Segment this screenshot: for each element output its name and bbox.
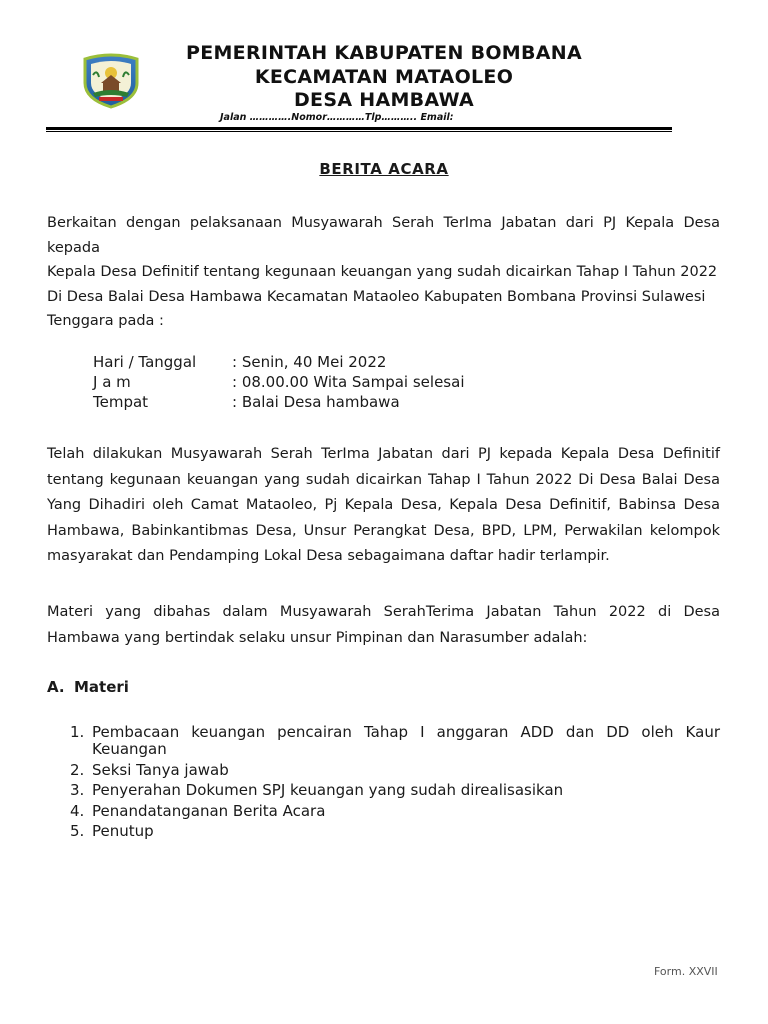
detail-value: : Balai Desa hambawa	[232, 393, 400, 411]
intro-line: Kepala Desa Definitif tentang kegunaan keuangan yang sudah dicairkan Tahap I Tahun 2022	[47, 264, 718, 280]
list-item	[70, 782, 720, 799]
intro-line: Di Desa Balai Desa Hambawa Kecamatan Mataoleo Kabupaten Bombana Provinsi Sulawesi	[47, 288, 706, 305]
detail-row-place	[93, 392, 400, 412]
section-number: A.	[47, 678, 65, 696]
detail-label: Hari / Tanggal	[93, 353, 197, 371]
letterhead-village: DESA HAMBAWA	[293, 89, 474, 111]
list-item	[70, 724, 720, 758]
intro-line: Berkaitan dengan pelaksanaan Musyawarah Serah TerIma Jabatan dari PJ Kepala Desa kepada	[47, 215, 720, 256]
section-heading-materi	[47, 678, 129, 696]
detail-label: J a m	[93, 373, 131, 391]
letterhead-divider-thin	[46, 131, 672, 132]
list-number: 2.	[70, 760, 85, 779]
materi-list	[70, 724, 720, 844]
document-title: BERITA ACARA	[319, 160, 449, 178]
list-text: Penyerahan Dokumen SPJ keuangan yang sudah direalisasikan	[92, 781, 564, 799]
list-item	[70, 762, 720, 779]
list-item	[70, 823, 720, 840]
list-text: Penandatanganan Berita Acara	[92, 801, 326, 820]
list-item	[70, 803, 720, 820]
letterhead-government: PEMERINTAH KABUPATEN BOMBANA	[185, 42, 583, 64]
letterhead-address: Jalan ………….Nomor…………Tlp……….. Email:	[220, 112, 454, 123]
body-paragraph: Telah dilakukan Musyawarah Serah TerIma Jabatan dari PJ kepada Kepala Desa Definitif tentang kegunaan keuangan yang sudah dicairkan Tahap I Tahun 2022 Di Desa Balai Desa Yang Dihadiri oleh Camat Mataoleo, Pj Kepala Desa, Kepala Desa Definitif, Babinsa Desa Hambawa, Babinkantibmas Desa, Unsur Perangkat Desa, BPD, LPM, Perwakilan kelompok masyarakat dan Pendamping Lokal Desa sebagaimana daftar hadir terlampir.	[47, 446, 720, 565]
detail-value: : Senin, 40 Mei 2022	[232, 353, 387, 371]
list-text: Seksi Tanya jawab	[92, 760, 229, 779]
list-number: 3.	[70, 781, 85, 799]
list-number: 5.	[70, 822, 85, 840]
list-text: Penutup	[92, 822, 154, 840]
list-number: 4.	[70, 801, 85, 820]
intro-paragraph	[47, 211, 720, 334]
detail-row-time	[93, 372, 465, 392]
section-title: Materi	[74, 678, 129, 696]
letterhead-district: KECAMATAN MATAOLEO	[254, 66, 514, 88]
letterhead-divider-thick	[46, 127, 672, 130]
materi-paragraph: Materi yang dibahas dalam Musyawarah SerahTerima Jabatan Tahun 2022 di Desa Hambawa yang bertindak selaku unsur Pimpinan dan Narasumber adalah:	[47, 604, 720, 646]
detail-row-date	[93, 352, 386, 372]
form-number: Form. XXVII	[654, 965, 718, 978]
detail-label: Tempat	[93, 393, 149, 411]
list-text: Pembacaan keuangan pencairan Tahap I anggaran ADD dan DD oleh Kaur Keuangan	[92, 723, 720, 758]
intro-line: Tenggara pada :	[47, 313, 164, 329]
list-number: 1.	[70, 723, 85, 741]
detail-value: : 08.00.00 Wita Sampai selesai	[232, 373, 465, 391]
